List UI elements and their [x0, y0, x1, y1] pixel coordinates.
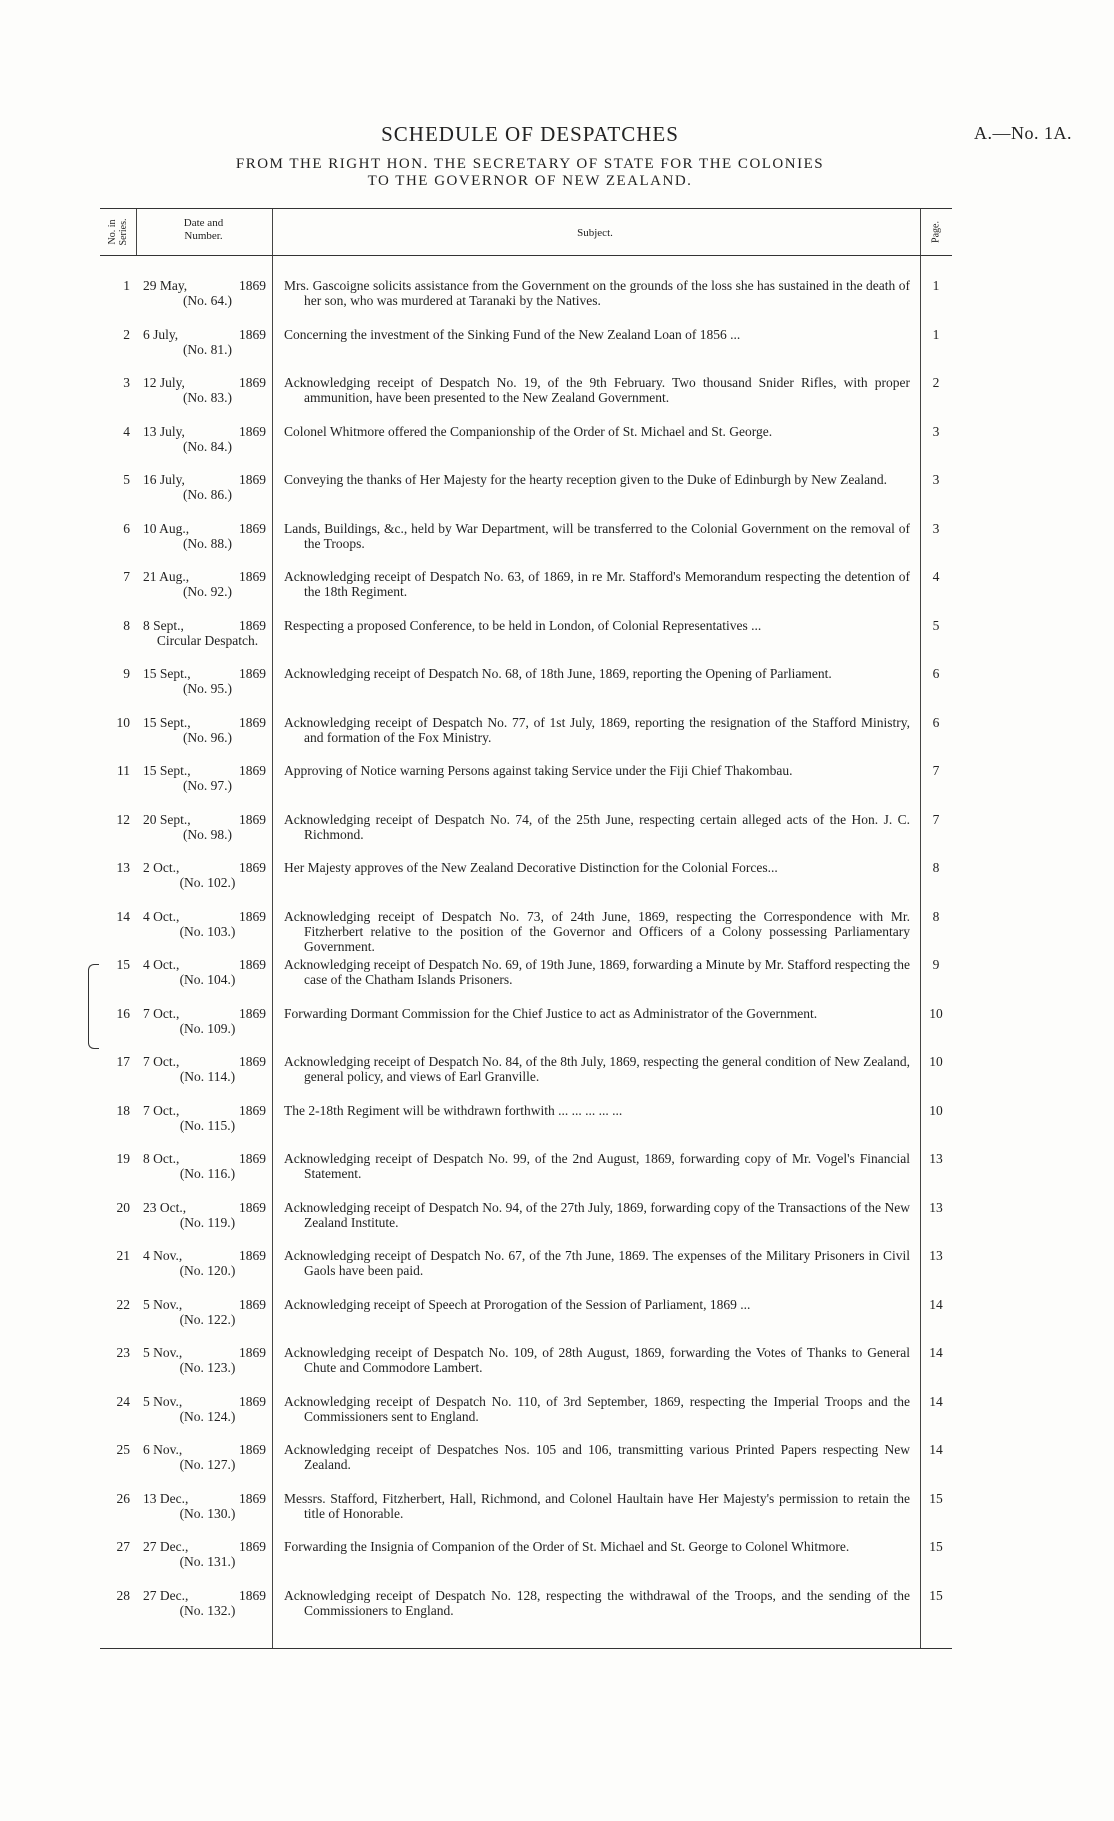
- despatch-date: 10 Aug.,: [143, 520, 190, 536]
- page-number: 13: [929, 1248, 943, 1263]
- subject-text: Mrs. Gascoigne solicits assistance from the Government on the grounds of the loss she has sustained in the death of her son, who was murdered at Taranaki by the Natives.: [284, 278, 910, 308]
- despatch-number: (No. 86.): [182, 487, 233, 502]
- page-number: 8: [932, 860, 940, 875]
- header-page-label: Page.: [930, 221, 942, 243]
- date-and-number: [136, 375, 272, 424]
- page-reference: A.—No. 1A.: [974, 123, 1072, 143]
- series-number: 6: [123, 520, 130, 536]
- despatch-number: (No. 96.): [182, 729, 233, 745]
- despatch-subject: [272, 715, 920, 764]
- table-row: [100, 1006, 952, 1055]
- table-row: [100, 1248, 952, 1297]
- despatch-date: 6 Nov.,: [143, 1442, 183, 1457]
- date-and-number: [136, 472, 272, 521]
- despatch-year: 1869: [239, 1005, 266, 1021]
- page-number: 6: [932, 666, 940, 681]
- table-body: [100, 256, 952, 1648]
- table-row: [100, 1442, 952, 1491]
- series-number: 23: [116, 1345, 130, 1360]
- despatch-number: (No. 84.): [182, 438, 233, 454]
- date-and-number: [136, 424, 272, 473]
- table-row: [100, 1588, 952, 1637]
- series-number: 7: [123, 569, 130, 584]
- table-row: [100, 278, 952, 327]
- despatch-date: 21 Aug.,: [143, 569, 190, 584]
- despatch-date: 5 Nov.,: [143, 1393, 183, 1409]
- date-and-number: [136, 1200, 272, 1249]
- subject-text: Respecting a proposed Conference, to be held in London, of Colonial Representatives ...: [284, 617, 762, 633]
- page-number: 13: [929, 1151, 943, 1166]
- subject-text: Acknowledging receipt of Despatch No. 67, of the 7th June, 1869. The expenses of the Military Prisoners in Civil Gaols have been paid.: [284, 1248, 910, 1278]
- despatch-subject: [272, 909, 920, 958]
- despatch-year: 1869: [239, 1151, 266, 1166]
- table-row: [100, 1200, 952, 1249]
- despatch-date: 7 Oct.,: [143, 1005, 180, 1021]
- subtitle-line-2: TO THE GOVERNOR OF NEW ZEALAND.: [367, 173, 693, 189]
- page-number: 10: [929, 1005, 943, 1021]
- despatch-subject: [272, 1054, 920, 1103]
- table-row: [100, 375, 952, 424]
- despatch-schedule-table: [100, 208, 952, 1649]
- despatch-number: (No. 97.): [182, 778, 233, 793]
- despatch-date: 4 Oct.,: [143, 908, 180, 924]
- column-divider: [272, 256, 273, 1648]
- series-number: 1: [123, 278, 130, 293]
- despatch-subject: [272, 521, 920, 570]
- despatch-year: 1869: [239, 375, 266, 390]
- page-number: 6: [932, 714, 940, 730]
- table-row: [100, 569, 952, 618]
- despatch-year: 1869: [239, 1393, 266, 1409]
- despatch-number: (No. 88.): [182, 535, 233, 551]
- date-and-number: [136, 569, 272, 618]
- despatch-number: (No. 130.): [179, 1505, 236, 1521]
- despatch-number: (No. 109.): [179, 1020, 236, 1036]
- subject-text: Approving of Notice warning Persons against taking Service under the Fiji Chief Thakombau.: [284, 763, 793, 778]
- date-and-number: [136, 715, 272, 764]
- page-number: 2: [932, 375, 940, 390]
- despatch-subject: [272, 1200, 920, 1249]
- subject-text: Acknowledging receipt of Despatch No. 69, of 19th June, 1869, forwarding a Minute by Mr. Stafford respecting the case of the Chatham Islands Prisoners.: [284, 957, 910, 987]
- page-number: 3: [932, 472, 940, 487]
- header-date-and-number: Date and Number.: [183, 217, 224, 242]
- table-row: [100, 957, 952, 1006]
- date-and-number: [136, 278, 272, 327]
- table-row: [100, 618, 952, 667]
- table-row: [100, 472, 952, 521]
- despatch-subject: [272, 472, 920, 521]
- table-row: [100, 812, 952, 861]
- date-and-number: [136, 521, 272, 570]
- subject-text: Acknowledging receipt of Despatches Nos. 105 and 106, transmitting various Printed Papers respecting New Zealand.: [284, 1442, 910, 1472]
- table-row: [100, 1103, 952, 1152]
- series-number: 28: [116, 1587, 130, 1603]
- despatch-subject: [272, 957, 920, 1006]
- despatch-subject: [272, 1297, 920, 1346]
- date-and-number: [136, 1588, 272, 1637]
- despatch-number: (No. 98.): [182, 826, 233, 842]
- subject-text: Acknowledging receipt of Despatch No. 84, of the 8th July, 1869, respecting the general condition of New Zealand, general policy, and views of Earl Granville.: [284, 1054, 910, 1084]
- page-number: 15: [929, 1539, 943, 1554]
- despatch-number: (No. 104.): [179, 972, 236, 987]
- series-number: 26: [116, 1490, 130, 1506]
- despatch-date: 7 Oct.,: [143, 1102, 180, 1118]
- despatch-year: 1869: [239, 666, 266, 681]
- series-number: 16: [116, 1005, 130, 1021]
- series-number: 22: [116, 1296, 130, 1312]
- date-and-number: [136, 1442, 272, 1491]
- despatch-date: 15 Sept.,: [143, 714, 191, 730]
- page-number: 7: [932, 811, 940, 827]
- despatch-number: (No. 120.): [179, 1263, 236, 1278]
- despatch-date: 20 Sept.,: [143, 811, 191, 827]
- despatch-subject: [272, 1006, 920, 1055]
- despatch-date: 4 Oct.,: [143, 957, 180, 972]
- page-number: 7: [932, 763, 940, 778]
- despatch-date: 6 July,: [143, 326, 179, 342]
- despatch-date: 7 Oct.,: [143, 1054, 180, 1069]
- despatch-year: 1869: [239, 1296, 266, 1312]
- date-and-number: [136, 327, 272, 376]
- page-number: 1: [932, 278, 940, 293]
- table-row: [100, 860, 952, 909]
- despatch-number: Circular Despatch.: [156, 632, 259, 648]
- subject-text: Acknowledging receipt of Despatch No. 68, of 18th June, 1869, reporting the Opening of Parliament.: [284, 666, 832, 681]
- despatch-subject: [272, 618, 920, 667]
- subject-text: Colonel Whitmore offered the Companionship of the Order of St. Michael and St. George.: [284, 423, 773, 439]
- despatch-year: 1869: [239, 1199, 266, 1215]
- despatch-subject: [272, 278, 920, 327]
- page-number: 13: [929, 1199, 943, 1215]
- despatch-date: 12 July,: [143, 375, 185, 390]
- page-number: 8: [932, 908, 940, 924]
- despatch-number: (No. 123.): [179, 1360, 236, 1375]
- column-divider: [272, 209, 273, 255]
- despatch-year: 1869: [239, 1539, 266, 1554]
- subject-text: Forwarding Dormant Commission for the Chief Justice to act as Administrator of the Government.: [284, 1005, 818, 1021]
- subject-text: Conveying the thanks of Her Majesty for the hearty reception given to the Duke of Edinburgh by New Zealand.: [284, 472, 887, 487]
- despatch-subject: [272, 1394, 920, 1443]
- subject-text: Acknowledging receipt of Despatch No. 110, of 3rd September, 1869, respecting the Imperial Troops and the Commissioners sent to England.: [284, 1393, 910, 1424]
- despatch-subject: [272, 666, 920, 715]
- despatch-year: 1869: [239, 1587, 266, 1603]
- series-number: 14: [116, 908, 130, 924]
- date-and-number: [136, 1054, 272, 1103]
- despatch-subject: [272, 1491, 920, 1540]
- despatch-subject: [272, 812, 920, 861]
- series-number: 12: [116, 811, 130, 827]
- table-row: [100, 1491, 952, 1540]
- series-number: 20: [116, 1199, 130, 1215]
- subject-text: Acknowledging receipt of Despatch No. 77, of 1st July, 1869, reporting the resignation of the Stafford Ministry, and formation of the Fox Ministry.: [284, 714, 910, 745]
- despatch-number: (No. 95.): [182, 681, 233, 696]
- despatch-year: 1869: [239, 1490, 266, 1506]
- subject-text: Acknowledging receipt of Despatch No. 99, of the 2nd August, 1869, forwarding copy of Mr. Vogel's Financial Statement.: [284, 1151, 910, 1181]
- despatch-number: (No. 127.): [179, 1457, 236, 1472]
- despatch-year: 1869: [239, 472, 266, 487]
- despatch-subject: [272, 860, 920, 909]
- page-number: 1: [932, 326, 940, 342]
- page-number: 14: [929, 1442, 943, 1457]
- despatch-subject: [272, 424, 920, 473]
- despatch-date: 15 Sept.,: [143, 666, 191, 681]
- bottom-rule: [100, 1648, 952, 1649]
- despatch-year: 1869: [239, 520, 266, 536]
- date-and-number: [136, 1103, 272, 1152]
- series-number: 24: [116, 1393, 130, 1409]
- table-row: [100, 1539, 952, 1588]
- despatch-year: 1869: [239, 763, 266, 778]
- subject-text: The 2-18th Regiment will be withdrawn forthwith ... ... ... ... ...: [284, 1102, 623, 1118]
- series-number: 3: [123, 375, 130, 390]
- page-number: 10: [929, 1054, 943, 1069]
- date-and-number: [136, 1394, 272, 1443]
- page-number: 9: [932, 957, 940, 972]
- series-number: 5: [123, 472, 130, 487]
- date-and-number: [136, 812, 272, 861]
- table-row: [100, 715, 952, 764]
- despatch-date: 5 Nov.,: [143, 1345, 183, 1360]
- subject-text: Acknowledging receipt of Despatch No. 128, respecting the withdrawal of the Troops, and the sending of the Commissioners to England.: [284, 1587, 910, 1618]
- despatch-subject: [272, 1248, 920, 1297]
- despatch-subject: [272, 763, 920, 812]
- date-and-number: [136, 1539, 272, 1588]
- date-and-number: [136, 666, 272, 715]
- series-number: 8: [123, 617, 130, 633]
- despatch-date: 13 July,: [143, 423, 185, 439]
- despatch-subject: [272, 1588, 920, 1637]
- despatch-year: 1869: [239, 1442, 266, 1457]
- subject-text: Her Majesty approves of the New Zealand Decorative Distinction for the Colonial Forces...: [284, 860, 778, 875]
- despatch-year: 1869: [239, 860, 266, 875]
- subject-text: Acknowledging receipt of Despatch No. 94, of the 27th July, 1869, forwarding copy of the Transactions of the New Zealand Institute.: [284, 1199, 910, 1230]
- despatch-year: 1869: [239, 1054, 266, 1069]
- despatch-number: (No. 92.): [182, 584, 233, 599]
- table-row: [100, 1394, 952, 1443]
- series-number: 10: [116, 714, 130, 730]
- page-number: 14: [929, 1393, 943, 1409]
- subtitle-line-1: FROM THE RIGHT HON. THE SECRETARY OF STATE FOR THE COLONIES: [235, 156, 825, 172]
- page-number: 3: [932, 423, 940, 439]
- table-row: [100, 424, 952, 473]
- page-number: 5: [932, 617, 940, 633]
- header-no-label: No. in Series.: [107, 218, 129, 246]
- despatch-date: 5 Nov.,: [143, 1296, 183, 1312]
- table-row: [100, 1054, 952, 1103]
- despatch-number: (No. 114.): [179, 1069, 236, 1084]
- subject-text: Lands, Buildings, &c., held by War Department, will be transferred to the Colonial Government on the removal of the Troops.: [284, 520, 910, 551]
- despatch-date: 15 Sept.,: [143, 763, 191, 778]
- despatch-year: 1869: [239, 278, 266, 293]
- table-row: [100, 327, 952, 376]
- page-number: 15: [929, 1490, 943, 1506]
- despatch-number: (No. 64.): [182, 293, 233, 308]
- despatch-number: (No. 119.): [179, 1214, 236, 1230]
- column-divider: [920, 209, 921, 255]
- despatch-subject: [272, 1442, 920, 1491]
- page-number: 10: [929, 1102, 943, 1118]
- date-and-number: [136, 860, 272, 909]
- date-and-number: [136, 618, 272, 667]
- date-and-number: [136, 1297, 272, 1346]
- series-number: 19: [116, 1151, 130, 1166]
- page-title: SCHEDULE OF DESPATCHES: [381, 122, 679, 146]
- header-page: [920, 209, 952, 255]
- despatch-number: (No. 122.): [179, 1311, 236, 1327]
- table-row: [100, 521, 952, 570]
- despatch-year: 1869: [239, 617, 266, 633]
- date-and-number: [136, 763, 272, 812]
- despatch-year: 1869: [239, 326, 266, 342]
- column-divider: [920, 256, 921, 1648]
- subject-text: Messrs. Stafford, Fitzherbert, Hall, Richmond, and Colonel Haultain have Her Majesty's permission to retain the title of Honorable.: [284, 1490, 910, 1521]
- page-number: 15: [929, 1587, 943, 1603]
- despatch-year: 1869: [239, 1102, 266, 1118]
- series-number: 15: [116, 957, 130, 972]
- despatch-number: (No. 81.): [182, 341, 233, 357]
- despatch-date: 8 Oct.,: [143, 1151, 180, 1166]
- series-number: 4: [123, 423, 130, 439]
- page-subtitle: [0, 156, 1060, 190]
- despatch-year: 1869: [239, 908, 266, 924]
- header-no-in-series: [100, 209, 136, 255]
- date-and-number: [136, 1151, 272, 1200]
- subject-text: Concerning the investment of the Sinking Fund of the New Zealand Loan of 1856 ...: [284, 326, 741, 342]
- series-number: 13: [116, 860, 130, 875]
- despatch-subject: [272, 1151, 920, 1200]
- despatch-year: 1869: [239, 1345, 266, 1360]
- page-number: 4: [932, 569, 940, 584]
- subject-text: Acknowledging receipt of Despatch No. 73, of 24th June, 1869, respecting the Correspondence with Mr. Fitzherbert relative to the position of the Governor and Officers of a Colony possessing Parliamentary Government.: [284, 908, 910, 954]
- date-and-number: [136, 1248, 272, 1297]
- margin-bracket-mark: [88, 964, 99, 1049]
- series-number: 9: [123, 666, 130, 681]
- despatch-date: 27 Dec.,: [143, 1539, 189, 1554]
- despatch-date: 23 Oct.,: [143, 1199, 187, 1215]
- despatch-number: (No. 115.): [179, 1117, 236, 1133]
- date-and-number: [136, 1491, 272, 1540]
- table-row: [100, 1151, 952, 1200]
- despatch-number: (No. 124.): [179, 1408, 236, 1424]
- despatch-date: 2 Oct.,: [143, 860, 180, 875]
- despatch-year: 1869: [239, 811, 266, 827]
- table-row: [100, 1345, 952, 1394]
- table-row: [100, 1297, 952, 1346]
- header-subject: Subject.: [577, 227, 613, 239]
- table-row: [100, 763, 952, 812]
- table-header: [100, 209, 952, 256]
- subject-text: Acknowledging receipt of Speech at Prorogation of the Session of Parliament, 1869 ...: [284, 1296, 751, 1312]
- despatch-number: (No. 131.): [179, 1554, 236, 1569]
- series-number: 17: [116, 1054, 130, 1069]
- despatch-number: (No. 102.): [179, 875, 236, 890]
- despatch-subject: [272, 1345, 920, 1394]
- despatch-year: 1869: [239, 569, 266, 584]
- despatch-number: (No. 116.): [179, 1166, 236, 1181]
- page-number: 14: [929, 1296, 943, 1312]
- subject-text: Acknowledging receipt of Despatch No. 109, of 28th August, 1869, forwarding the Votes of Thanks to General Chute and Commodore Lambert.: [284, 1345, 910, 1375]
- despatch-number: (No. 132.): [179, 1602, 236, 1618]
- table-row: [100, 666, 952, 715]
- page-number: 3: [932, 520, 940, 536]
- despatch-year: 1869: [239, 957, 266, 972]
- series-number: 27: [116, 1539, 130, 1554]
- series-number: 21: [116, 1248, 130, 1263]
- despatch-subject: [272, 375, 920, 424]
- series-number: 25: [116, 1442, 130, 1457]
- despatch-subject: [272, 1103, 920, 1152]
- date-and-number: [136, 1006, 272, 1055]
- despatch-date: 8 Sept.,: [143, 617, 184, 633]
- despatch-year: 1869: [239, 423, 266, 439]
- despatch-year: 1869: [239, 1248, 266, 1263]
- series-number: 18: [116, 1102, 130, 1118]
- despatch-subject: [272, 327, 920, 376]
- date-and-number: [136, 909, 272, 958]
- subject-text: Acknowledging receipt of Despatch No. 74, of the 25th June, respecting certain alleged acts of the Hon. J. C. Richmond.: [284, 811, 910, 842]
- despatch-subject: [272, 1539, 920, 1588]
- subject-text: Forwarding the Insignia of Companion of the Order of St. Michael and St. George to Colonel Whitmore.: [284, 1539, 850, 1554]
- table-row: [100, 909, 952, 958]
- subject-text: Acknowledging receipt of Despatch No. 63, of 1869, in re Mr. Stafford's Memorandum respecting the detention of the 18th Regiment.: [284, 569, 910, 599]
- page-number: 14: [929, 1345, 943, 1360]
- series-number: 2: [123, 326, 130, 342]
- despatch-subject: [272, 569, 920, 618]
- despatch-date: 27 Dec.,: [143, 1587, 189, 1603]
- series-number: 11: [117, 763, 130, 778]
- column-divider: [136, 209, 137, 255]
- date-and-number: [136, 957, 272, 1006]
- subject-text: Acknowledging receipt of Despatch No. 19, of the 9th February. Two thousand Snider Rifles, with proper ammunition, have been presented to the New Zealand Government.: [284, 375, 910, 405]
- despatch-year: 1869: [239, 714, 266, 730]
- despatch-date: 29 May,: [143, 278, 188, 293]
- despatch-date: 4 Nov.,: [143, 1248, 183, 1263]
- despatch-number: (No. 103.): [179, 923, 236, 939]
- despatch-date: 13 Dec.,: [143, 1490, 189, 1506]
- date-and-number: [136, 1345, 272, 1394]
- despatch-date: 16 July,: [143, 472, 185, 487]
- despatch-number: (No. 83.): [182, 390, 233, 405]
